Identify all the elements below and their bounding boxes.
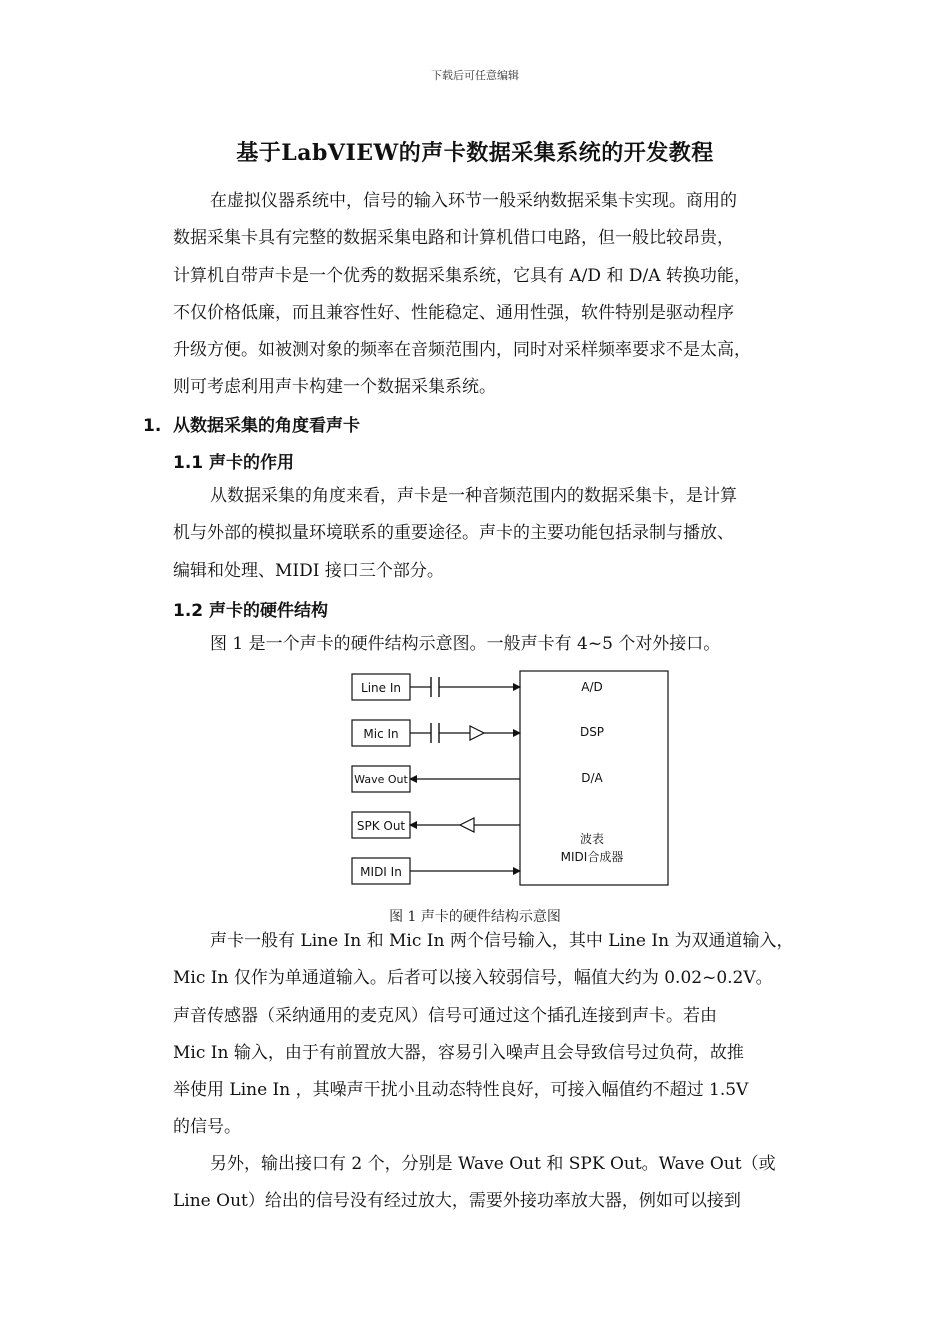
intro-line: 在虚拟仪器系统中，信号的输入环节一般采纳数据采集卡实现。商用的 xyxy=(210,191,737,211)
section-1-2-heading: 1.2 声卡的硬件结构 xyxy=(173,601,329,621)
intro-line: 计算机自带声卡是一个优秀的数据采集系统，它具有 A/D 和 D/A 转换功能， xyxy=(173,265,751,286)
paragraph-line: 举使用 Line In ，其噪声干扰小且动态特性良好，可接入幅值约不超过 1.5V xyxy=(173,1080,749,1101)
header-note: 下载后可任意编辑 xyxy=(431,69,519,82)
section-1-number: 1. xyxy=(143,416,162,436)
section-1-title: 从数据采集的角度看声卡 xyxy=(173,416,360,436)
section-1-heading xyxy=(143,411,360,436)
port-label-wave-out: Wave Out xyxy=(354,773,408,786)
paragraph-line: 机与外部的模拟量环境联系的重要途径。声卡的主要功能包括录制与播放、 xyxy=(173,523,734,544)
block-label-wavetable: 波表 xyxy=(579,832,605,846)
section-1-1-heading: 1.1 声卡的作用 xyxy=(173,453,295,473)
port-label-line-in: Line In xyxy=(361,681,401,695)
paragraph-line: 图 1 是一个声卡的硬件结构示意图。一般声卡有 4~5 个对外接口。 xyxy=(210,634,721,654)
paragraph-line: 的信号。 xyxy=(173,1117,241,1138)
intro-line: 升级方便。如被测对象的频率在音频范围内，同时对采样频率要求不是太高， xyxy=(173,340,751,361)
paragraph-line: 声卡一般有 Line In 和 Mic In 两个信号输入，其中 Line In 为双通道输入， xyxy=(210,931,794,951)
section-1-1-paragraph xyxy=(173,478,818,590)
block-label-dsp: DSP xyxy=(579,725,605,739)
spk-out-signal-path xyxy=(410,818,520,832)
mic-in-signal-path xyxy=(410,723,520,743)
amplifier-icon xyxy=(460,818,474,832)
intro-paragraph xyxy=(173,183,818,407)
paragraph-line: 另外，输出接口有 2 个，分别是 Wave Out 和 SPK Out。Wave Out（或 xyxy=(210,1154,776,1174)
paragraph-line: Mic In 仅作为单通道输入。后者可以接入较弱信号，幅值大约为 0.02~0.2V。 xyxy=(173,968,773,989)
paragraph-line: Line Out）给出的信号没有经过放大，需要外接功率放大器，例如可以接到 xyxy=(173,1191,741,1212)
block-label-ad: A/D xyxy=(581,680,603,694)
port-label-mic-in: Mic In xyxy=(363,727,399,741)
output-paragraph xyxy=(173,1146,818,1221)
block-label-midi-synth: MIDI合成器 xyxy=(560,850,624,864)
port-label-spk-out: SPK Out xyxy=(356,819,406,833)
amplifier-icon xyxy=(470,726,484,740)
intro-line: 则可考虑利用声卡构建一个数据采集系统。 xyxy=(173,377,496,398)
line-in-signal-path xyxy=(410,677,520,697)
intro-line: 数据采集卡具有完整的数据采集电路和计算机借口电路，但一般比较昂贵， xyxy=(173,228,734,249)
paragraph-line: Mic In 输入，由于有前置放大器，容易引入噪声且会导致信号过负荷，故推 xyxy=(173,1042,744,1063)
block-label-da: D/A xyxy=(581,771,603,785)
sound-card-diagram xyxy=(345,665,675,895)
section-1-2-paragraph xyxy=(173,626,818,663)
paragraph-line: 从数据采集的角度来看，声卡是一种音频范围内的数据采集卡，是计算 xyxy=(210,486,737,506)
port-label-midi-in: MIDI In xyxy=(360,865,402,879)
paragraph-line: 编辑和处理、MIDI 接口三个部分。 xyxy=(173,560,444,581)
document-title: 基于LabVIEW的声卡数据采集系统的开发教程 xyxy=(236,140,714,166)
ports-paragraph xyxy=(173,923,818,1147)
paragraph-line: 声音传感器（采纳通用的麦克风）信号可通过这个插孔连接到声卡。若由 xyxy=(173,1005,717,1026)
intro-line: 不仅价格低廉，而且兼容性好、性能稳定、通用性强，软件特别是驱动程序 xyxy=(173,302,734,323)
figure-caption: 图 1 声卡的硬件结构示意图 xyxy=(389,909,561,925)
